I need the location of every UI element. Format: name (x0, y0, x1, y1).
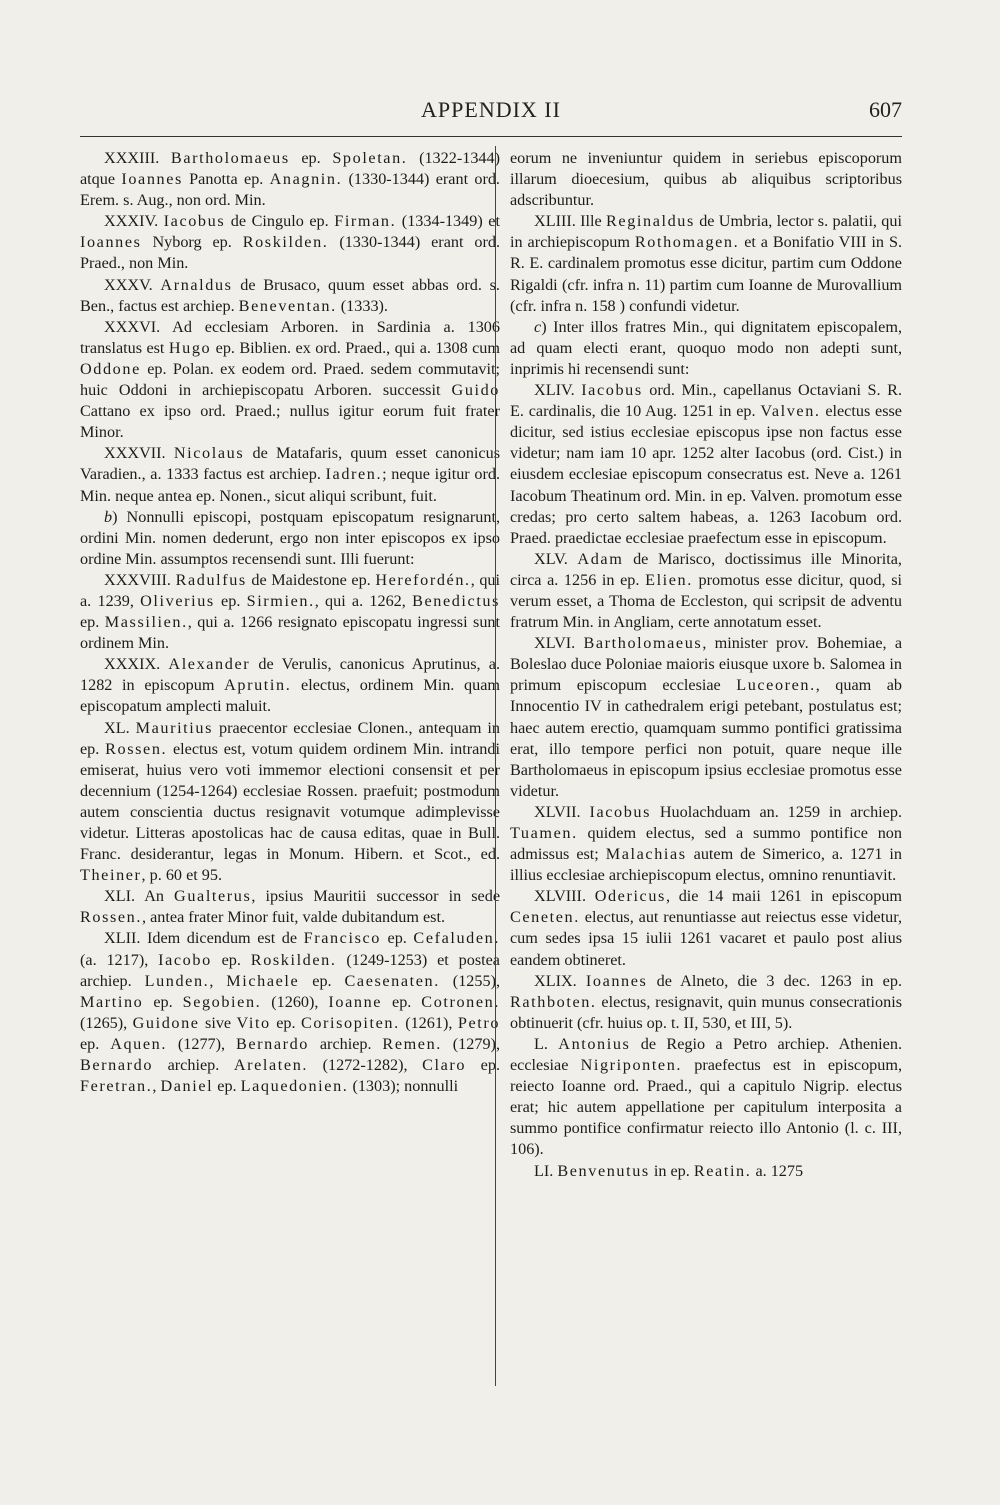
spaced-name: Daniel (160, 1077, 214, 1096)
text-run: , quam ab Innocentio IV in cathedralem erigi petebant, postulatus est; haec autem erectio, quamquam summo pontifici gratissima erat, illo tempore perfici non potuit, quare neque ille Bartholomaeus in episcopum ipsius ecclesiae promotus esse videtur. (510, 676, 902, 800)
text-run: XLVII. (534, 802, 590, 821)
text-run: de Matafaris, quum esset canonicus Varadien., a. 1333 factus est archiep. (80, 444, 500, 484)
text-run: (1333). (336, 296, 388, 315)
text-run: XXXIII. (104, 149, 171, 167)
text-run: de Regio a Petro archiep. Athenien. ecclesiae (510, 1034, 902, 1075)
text-run: XXXIX. (104, 655, 169, 674)
text-run: , qui a. 1262, (314, 591, 413, 610)
paragraph (80, 654, 500, 717)
text-run: (1279), (441, 1034, 500, 1053)
text-run: ep. (270, 1013, 301, 1032)
spaced-name: Bartholomaeus (583, 634, 703, 653)
spaced-name: Spoletan. (332, 149, 408, 167)
spaced-name: Ioannes (80, 233, 142, 252)
spaced-name: Bernardo (80, 1056, 154, 1075)
spaced-name: Benedictus (412, 591, 501, 610)
spaced-name: Iadren. (325, 465, 383, 484)
spaced-name: Claro (422, 1056, 467, 1075)
text-run: electus esse dicitur, sed istius ecclesiae episcopus ipse non factus esse videtur; nam iam 10 apr. 1252 alter Iacobus (ord. Cist.) in eiusdem ecclesiae episcopum consecratus est. Neve a. 1261 Iacobum Theatinum ord. Min. in ep. Valven. promotum esse credas; pro certo saltem habeas, a. 1263 Iacobum ord. Praed. praedictae ecclesiae praefectum esse in episcopum. (510, 402, 902, 547)
text-run: de Marisco, doctissimus ille Minorita, circa a. 1256 in ep. (510, 549, 902, 589)
text-run: Nyborg ep. (141, 233, 243, 252)
spaced-name: Reatin. (693, 1161, 752, 1180)
text-run: de Brusaco, quum esset abbas ord. s. Ben., factus est archiep. (80, 275, 500, 315)
text-run: (1303); nonnulli (348, 1077, 459, 1096)
spaced-name: Segobien. (182, 992, 262, 1011)
text-run: ep. (289, 149, 333, 167)
spaced-name: Iacobus (581, 381, 643, 400)
spaced-name: Corisopiten. (300, 1013, 400, 1032)
text-run: (a. 1217), (80, 950, 159, 969)
text-run: , (209, 971, 227, 990)
spaced-name: Elien. (645, 570, 693, 589)
text-run: ep. (211, 950, 251, 969)
spaced-name: Laquedonien. (240, 1077, 349, 1096)
text-run: de Cingulo ep. (225, 212, 335, 231)
text-run: XXXVII. (104, 444, 174, 463)
spaced-name: Nigriponten. (580, 1056, 683, 1075)
text-run: (1261), (399, 1013, 458, 1032)
text-run: XLVI. (534, 634, 584, 653)
paragraph (510, 211, 902, 316)
spaced-name: Reginaldus (606, 212, 695, 231)
spaced-name: Iacobus (589, 802, 651, 821)
spaced-name: Arelaten. (233, 1056, 309, 1075)
spaced-name: Aquen. (110, 1034, 168, 1053)
spaced-name: Vito (236, 1013, 271, 1032)
text-run: XLVIII. (534, 887, 595, 906)
spaced-name: Ioannes (121, 170, 183, 189)
spaced-name: Hugo (168, 338, 212, 357)
spaced-name: Firman. (334, 212, 397, 231)
text-run: , p. 60 et 95. (141, 866, 223, 885)
spaced-name: Iacobo (158, 950, 212, 969)
text-run: XLI. An (104, 887, 175, 906)
paragraph (80, 148, 500, 211)
text-run: et a Bonifatio VIII in S. R. E. cardinalem promotus esse dicitur, partim cum Oddone Rigaldi (cfr. infra n. 11) partim cum Ioanne de Murovallium (cfr. infra n. 158 ) confundi videtur. (510, 233, 902, 315)
spaced-name: Aprutin. (224, 676, 292, 695)
text-run: , ipsius Mauritii successor in sede (251, 887, 501, 906)
text-run: XXXV. (104, 275, 161, 294)
text-run: (1322-1344) atque (80, 149, 500, 189)
text-run: (1330-1344) erant ord. Erem. s. Aug., non ord. Min. (80, 170, 500, 210)
italic-marker: c (534, 317, 542, 336)
text-run: , qui a. 1239, (80, 570, 501, 610)
spaced-name: Rossen. (80, 908, 143, 927)
spaced-name: Odericus (594, 887, 666, 906)
paragraph (510, 380, 902, 549)
paragraph (80, 443, 500, 506)
paragraph (80, 211, 500, 274)
text-run: archiep. (153, 1056, 234, 1075)
running-title: APPENDIX II (421, 97, 561, 122)
spaced-name: Ioanne (328, 992, 383, 1011)
spaced-name: Ioannes (585, 971, 648, 990)
text-run: ep. (466, 1056, 501, 1075)
text-run: XXXVI. Ad ecclesiam Arboren. in Sardinia a. 1306 translatus est (80, 317, 500, 357)
paragraph (510, 802, 902, 886)
spaced-name: Cotronen. (421, 992, 500, 1011)
spaced-name: Guido (451, 381, 500, 400)
spaced-name: Mauritius (135, 718, 213, 737)
text-run: , minister prov. Bohemiae, a Boleslao duce Poloniae maioris eiusque uxore b. Salomea in primum episcopum ecclesiae (510, 634, 903, 695)
spaced-name: Nicolaus (173, 444, 245, 463)
text-run: ep. (299, 971, 345, 990)
text-run: , die 14 maii 1261 in episcopum (665, 887, 902, 906)
paragraph (80, 570, 500, 654)
text-run: praecentor ecclesiae Clonen., antequam in ep. (80, 718, 501, 758)
text-run: XL. (104, 718, 136, 737)
spaced-name: Rathboten. (510, 992, 597, 1011)
text-run: XLIII. Ille (534, 212, 607, 231)
text-run: (1260), (261, 992, 329, 1011)
text-run: LI. (534, 1161, 558, 1180)
text-run: archiep. (309, 1034, 383, 1053)
text-run: (1334-1349) et (396, 212, 500, 231)
text-run: , antea frater Minor fuit, valde dubitandum est. (142, 908, 445, 927)
text-run: ) Inter illos fratres Min., qui dignitatem episcopalem, ad quam electi erant, quoquo modo non adepti sunt, inprimis hi recensendi sunt: (510, 317, 902, 378)
text-run: electus, resignavit, quin munus consecrationis obtinuerit (cfr. huius op. t. II, 530, et III, 5). (510, 992, 902, 1032)
text-run: electus, ordinem Min. quam episcopatum amplecti maluit. (80, 676, 500, 716)
text-run: Panotta ep. (182, 170, 270, 189)
text-run: ep. (382, 992, 422, 1011)
paragraph (80, 928, 500, 1097)
paragraph (80, 718, 500, 887)
text-run: in ep. (649, 1161, 694, 1180)
text-run: ep. (380, 929, 414, 948)
text-run: XXXVIII. (104, 570, 176, 589)
text-run: (1255), (439, 971, 501, 990)
text-run: (1265), (80, 1013, 133, 1032)
text-run: de Alneto, die 3 dec. 1263 in ep. (647, 971, 902, 990)
text-run: ord. Min., capellanus Octaviani S. R. E. cardinalis, die 10 Aug. 1251 in ep. (510, 381, 902, 421)
spaced-name: Petro (457, 1013, 501, 1032)
spaced-name: Cefaluden. (413, 929, 500, 948)
spaced-name: Benvenutus (557, 1161, 650, 1180)
text-run: ; neque igitur ord. Min. neque antea ep. Nonen., sicut aliqui scribunt, fuit. (80, 465, 500, 505)
spaced-name: Iacobus (163, 212, 226, 231)
spaced-name: Roskilden. (250, 950, 337, 969)
spaced-name: Bartholomaeus (170, 149, 290, 167)
text-run: ep. (80, 613, 105, 632)
spaced-name: Oliverius (140, 591, 215, 610)
text-run: Huolachduam an. 1259 in archiep. (651, 802, 902, 821)
text-run: L. (534, 1034, 559, 1053)
text-run: promotus esse dicitur, quod, si verum esset, a Thoma de Eccleston, qui scripsit de adventu fratrum Min. in Angliam, certe annotatum esset. (510, 570, 902, 632)
text-run: ep. (80, 1034, 111, 1053)
paragraph (80, 317, 500, 444)
spaced-name: Martino (80, 992, 144, 1011)
paragraph (510, 317, 902, 380)
spaced-name: Francisco (303, 929, 381, 948)
text-run: , qui a. 1266 resignato episcopatu ingressi sunt ordinem Min. (80, 613, 500, 653)
paragraph (510, 148, 902, 211)
spaced-name: Anagnin. (269, 170, 343, 189)
spaced-name: Roskilden. (242, 233, 329, 252)
text-run: (1272-1282), (308, 1056, 423, 1075)
text-run: (1249-1253) et postea archiep. (80, 950, 500, 990)
text-run: (1277), (167, 1034, 236, 1053)
italic-marker: b (104, 507, 113, 526)
column-divider (495, 146, 496, 1386)
spaced-name: Beneventan. (238, 296, 337, 315)
paragraph (510, 886, 902, 970)
spaced-name: Theiner (80, 866, 142, 885)
text-run: quidem electus, sed a summo pontifice non admissus est; (510, 824, 902, 864)
text-run: electus, aut renuntiasse aut reiectus esse videtur, cum sedes ipsa 15 iulii 1261 vacaret et paulo post alius eandem obtineret. (510, 908, 902, 969)
text-run: sive (199, 1013, 237, 1032)
spaced-name: Remen. (382, 1034, 442, 1053)
spaced-name: Alexander (168, 655, 251, 674)
paragraph (510, 549, 902, 633)
text-run: electus est, votum quidem ordinem Min. intrandi emiserat, huius vero voti immemor electioni consensit et per decennium (1254-1264) ecclesiae Rossen. praefuit; postmodum autem conscientia ductus resignavit votumque adimplevisse videtur. Litteras apostolicas hac de causa editas, quae in Bull. Franc. desiderantur, legas in Monum. Hibern. et Scot., ed. (80, 739, 500, 864)
page-number: 607 (869, 97, 902, 122)
paragraph (510, 971, 902, 1034)
text-run: a. 1275 (751, 1161, 804, 1180)
spaced-name: Michaele (226, 971, 300, 990)
text-run: XXXIV. (104, 212, 164, 231)
spaced-name: Adam (577, 549, 624, 568)
text-run: XLV. (534, 549, 578, 568)
text-run: de Verulis, canonicus Aprutinus, a. 1282 in episcopum (80, 655, 500, 695)
spaced-name: Rothomagen. (634, 233, 740, 252)
spaced-name: Valven. (760, 402, 821, 421)
text-run: ep. (213, 1077, 241, 1096)
spaced-name: Caesenaten. (344, 971, 440, 990)
text-run: de Maidestone ep. (246, 570, 376, 589)
spaced-name: Tuamen. (510, 824, 578, 842)
text-run: ep. (214, 591, 247, 610)
spaced-name: Herefordén. (375, 570, 471, 589)
paragraph (510, 1161, 902, 1182)
spaced-name: Feretran. (80, 1077, 153, 1096)
paragraph (80, 886, 500, 928)
text-run: Cattano ex ipso ord. Praed.; nullus igitur eorum fuit frater Minor. (80, 402, 500, 442)
running-head (80, 97, 902, 131)
spaced-name: Sirmien. (246, 591, 315, 610)
text-run: XLIV. (534, 381, 582, 400)
text-run: , (152, 1077, 161, 1096)
text-run: de Umbria, lector s. palatii, qui in archiepiscopum (510, 212, 902, 252)
text-run: ) Nonnulli episcopi, postquam episcopatum resignarunt, ordini Min. nomen dederunt, ergo non inter episcopos ex ipso ordine Min. assumptos recensendi sunt. Illi fuerunt: (80, 507, 500, 568)
text-run: XLII. Idem dicendum est de (104, 929, 304, 948)
spaced-name: Guidone (132, 1013, 200, 1032)
text-run: (1330-1344) erant ord. Praed., non Min. (80, 233, 500, 273)
left-column (80, 148, 500, 1097)
spaced-name: Oddone (80, 359, 141, 378)
spaced-name: Lunden. (144, 971, 210, 990)
paragraph (510, 633, 902, 802)
text-run: autem de Simerico, a. 1271 in illius ecclesiae archiepiscopum electus, omnino renuntiavit. (510, 845, 902, 885)
paragraph (80, 507, 500, 570)
spaced-name: Bernardo (235, 1034, 309, 1053)
spaced-name: Malachias (605, 845, 687, 864)
header-rule (80, 136, 902, 137)
text-run: praefectus est in episcopum, reiecto Ioanne ord. Praed., qui a capitulo Nigrip. electus erat; hic autem appellatione per capitulum interposita a summo pontifice confirmatur reiecto illo Antonio (l. c. III, 106). (510, 1056, 902, 1159)
spaced-name: Rossen. (105, 739, 168, 758)
text-run: eorum ne inveniuntur quidem in seriebus episcoporum illarum dioecesium, quibus ab aliquibus scriptoribus adscribuntur. (510, 149, 902, 210)
paragraph (510, 1034, 902, 1161)
spaced-name: Luceoren. (736, 676, 816, 695)
right-column (510, 148, 902, 1182)
spaced-name: Arnaldus (160, 275, 233, 294)
text-run: XLIX. (534, 971, 586, 990)
paragraph (80, 275, 500, 317)
spaced-name: Massilien. (104, 613, 188, 632)
spaced-name: Radulfus (175, 570, 247, 589)
spaced-name: Ceneten. (510, 908, 580, 927)
text-run: ep. (143, 992, 183, 1011)
spaced-name: Gualterus (174, 887, 252, 906)
spaced-name: Antonius (558, 1034, 631, 1053)
text-run: ep. Biblien. ex ord. Praed., qui a. 1308 cum (211, 338, 500, 357)
text-run: ep. Polan. ex eodem ord. Praed. sedem commutavit; huic Oddoni in archiepiscopatu Arboren. successit (80, 359, 500, 400)
